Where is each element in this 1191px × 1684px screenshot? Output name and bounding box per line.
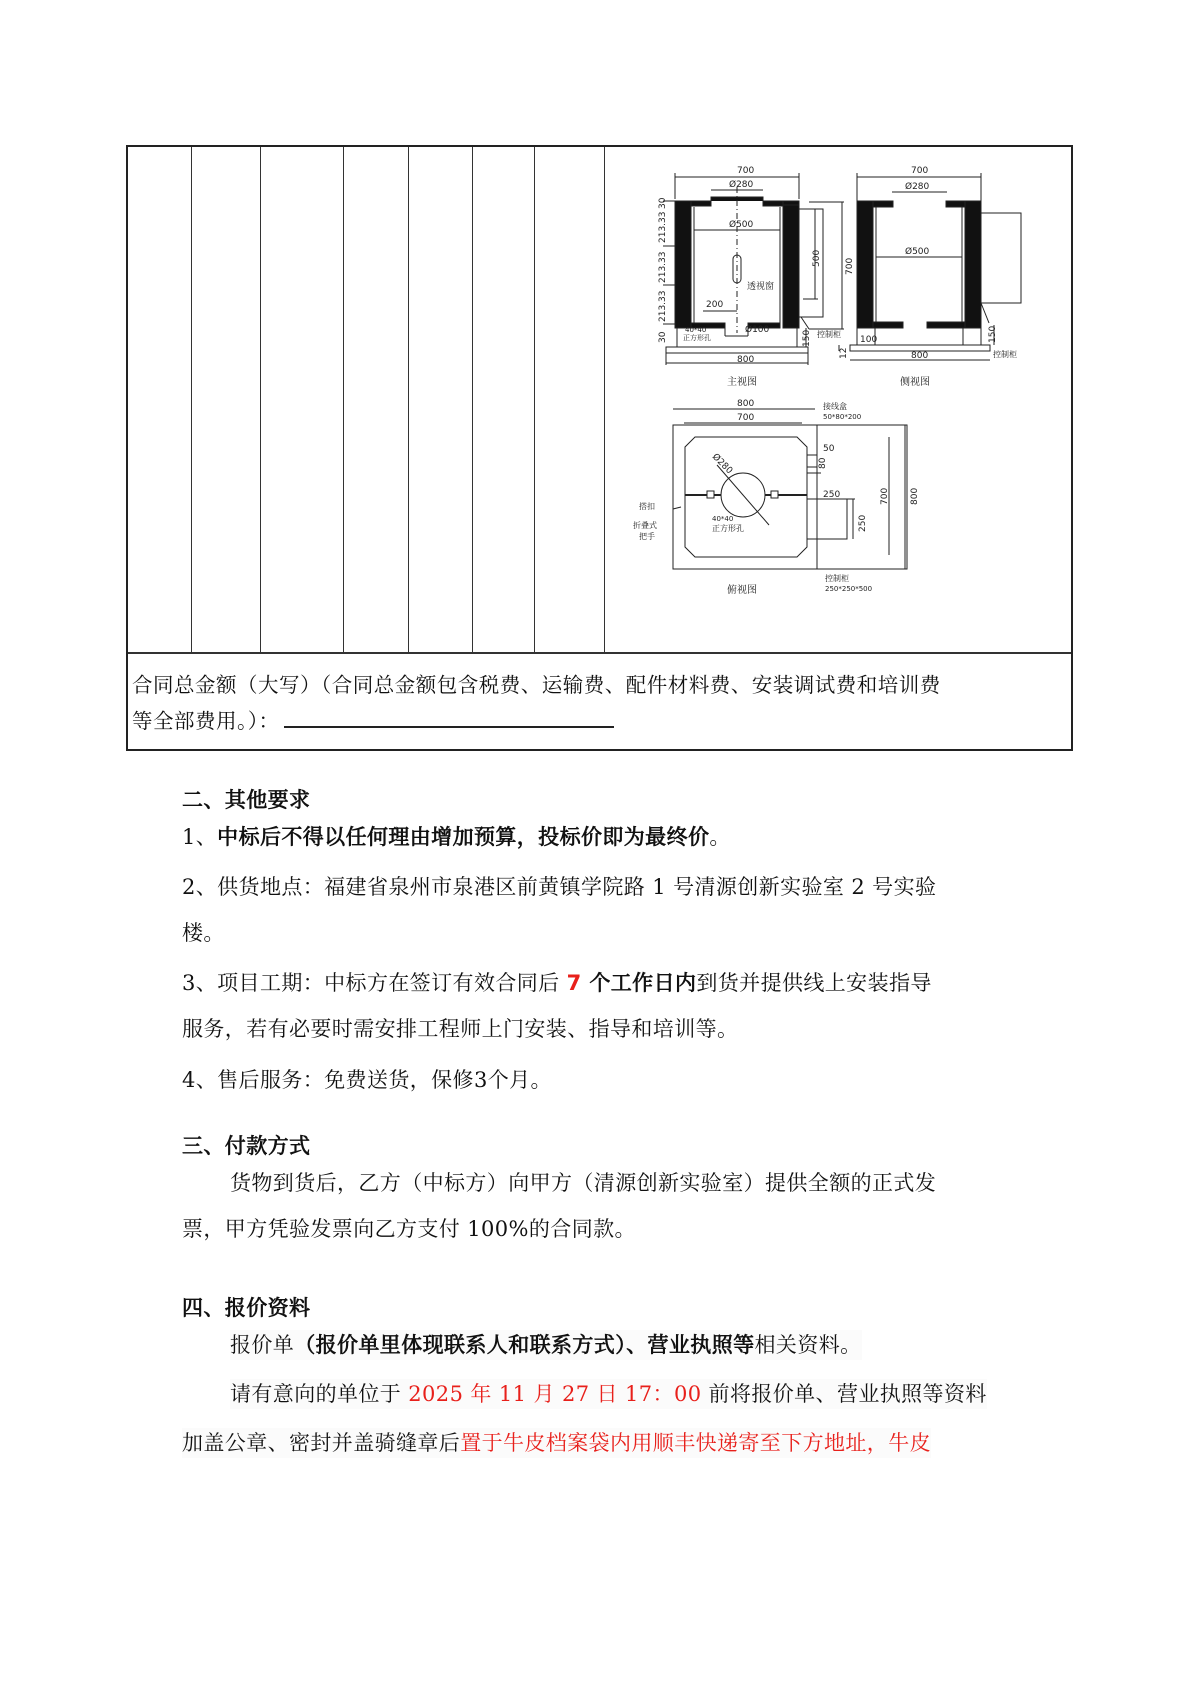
other-item-4: 4、售后服务：免费送货，保修3个月。 (182, 1068, 552, 1092)
top-view-caption: 俯视图 (727, 585, 757, 596)
hole-label: 正方形孔 (712, 524, 744, 533)
dim-label: 800 (911, 351, 929, 361)
cabinet-label: 控制柜 (817, 330, 841, 339)
dim-label: 30 (658, 197, 668, 209)
table-column-divider (343, 147, 344, 653)
quote-line-2 (230, 1379, 987, 1409)
front-view-caption: 主视图 (727, 377, 757, 388)
technical-drawing (609, 147, 1073, 652)
table-column-divider (472, 147, 473, 653)
window-label: 透视窗 (747, 282, 775, 292)
quote-line-1 (230, 1330, 862, 1360)
dim-label: 250 (858, 514, 868, 532)
latch-label: 搭扣 (639, 502, 655, 511)
junction-box-label: 接线盒 (823, 402, 847, 411)
junction-box-size: 50*80*200 (823, 413, 862, 421)
item-text: 3、项目工期：中标方在签订有效合同后 (182, 971, 567, 995)
cabinet-label: 控制柜 (825, 574, 849, 583)
dim-label: 150 (802, 329, 812, 347)
dim-label: Ø100 (745, 325, 770, 335)
dim-label: Ø500 (905, 247, 930, 257)
handle-label: 折叠式 (633, 521, 657, 530)
handle-label: 把手 (639, 532, 655, 541)
quote-text: 加盖公章、密封并盖骑缝章后 (182, 1431, 461, 1455)
quote-line-3 (182, 1428, 931, 1458)
dim-label: 250 (823, 490, 841, 500)
delivery-instruction: 置于牛皮档案袋内用顺丰快递寄至下方地址，牛皮 (460, 1431, 932, 1455)
dim-label: 12 (839, 347, 849, 359)
dim-label: 800 (737, 355, 755, 365)
hole-size-label: 40*40 (712, 515, 734, 523)
hole-label: 正方形孔 (683, 334, 711, 342)
dim-label: 80 (818, 457, 828, 469)
quote-emphasis: （报价单里体现联系人和联系方式）、营业执照等 (294, 1333, 755, 1357)
dim-label: 700 (880, 487, 890, 505)
section-title-other: 二、其他要求 (182, 788, 311, 812)
dim-label: Ø280 (729, 180, 754, 190)
quote-text: 请有意向的单位于 (230, 1382, 409, 1406)
table-column-divider (534, 147, 535, 653)
cabinet-label: 控制柜 (993, 350, 1017, 359)
table-column-divider (408, 147, 409, 653)
dim-label: 213.33 (658, 211, 668, 243)
submission-deadline: 2025 年 11 月 27 日 17：00 (408, 1382, 702, 1406)
other-item-2-cont: 楼。 (182, 921, 225, 945)
dim-label: 30 (658, 331, 668, 343)
payment-line-2: 票，甲方凭验发票向乙方支付 100%的合同款。 (182, 1217, 636, 1241)
dim-label: 150 (988, 325, 998, 343)
table-column-divider (260, 147, 261, 653)
item-number: 1、 (182, 825, 218, 849)
other-item-3-cont: 服务，若有必要时需安排工程师上门安装、指导和培训等。 (182, 1017, 739, 1041)
dim-label: 700 (737, 166, 755, 176)
section-title-quote: 四、报价资料 (182, 1296, 311, 1320)
contract-total-label-line1: 合同总金额（大写）（合同总金额包含税费、运输费、配件材料费、安装调试费和培训费 (132, 673, 941, 697)
side-view-caption: 侧视图 (900, 377, 930, 388)
deadline-days: 7 (566, 971, 582, 995)
table-column-divider (191, 147, 192, 653)
quotation-table (126, 145, 1073, 751)
contract-total-label-line2: 等全部费用。）： (132, 709, 280, 733)
cabinet-size-label: 250*250*500 (825, 585, 873, 593)
other-item-3 (182, 968, 932, 998)
dim-label: Ø500 (729, 220, 754, 230)
dim-label: 50 (823, 444, 835, 454)
other-item-1 (182, 822, 731, 852)
dim-label: 213.33 (658, 251, 668, 283)
top-view (673, 409, 907, 569)
hole-size-label: 40*40 (685, 326, 707, 334)
item-text: 到货并提供线上安装指导 (696, 971, 932, 995)
dim-label: 500 (812, 249, 822, 267)
section-title-payment: 三、付款方式 (182, 1134, 311, 1158)
dim-label: 700 (845, 257, 855, 275)
quote-text: 相关资料。 (754, 1333, 862, 1357)
contract-total-input[interactable] (284, 704, 614, 728)
dim-label: 200 (706, 300, 724, 310)
dim-label: 800 (910, 487, 920, 505)
dim-label: 800 (737, 399, 755, 409)
equipment-drawing-cell (609, 147, 1073, 652)
dim-label: 213.33 (658, 290, 668, 322)
dim-label: 700 (911, 166, 929, 176)
table-column-divider (604, 147, 605, 653)
deadline-unit: 个工作日内 (581, 971, 697, 995)
dim-label: 100 (860, 335, 878, 345)
payment-line-1: 货物到货后，乙方（中标方）向甲方（清源创新实验室）提供全额的正式发 (230, 1171, 937, 1195)
contract-total-row (132, 667, 1067, 739)
other-item-2: 2、供货地点：福建省泉州市泉港区前黄镇学院路 1 号清源创新实验室 2 号实验 (182, 875, 937, 899)
item-suffix: 。 (709, 825, 731, 849)
item-emphasis: 中标后不得以任何理由增加预算，投标价即为最终价 (217, 825, 710, 849)
dim-label: Ø280 (905, 182, 930, 192)
dim-label: 700 (737, 413, 755, 423)
quote-text: 报价单 (230, 1333, 295, 1357)
dim-label: Ø280 (709, 452, 735, 477)
table-row-divider (128, 652, 1071, 654)
quote-text: 前将报价单、营业执照等资料 (701, 1382, 987, 1406)
